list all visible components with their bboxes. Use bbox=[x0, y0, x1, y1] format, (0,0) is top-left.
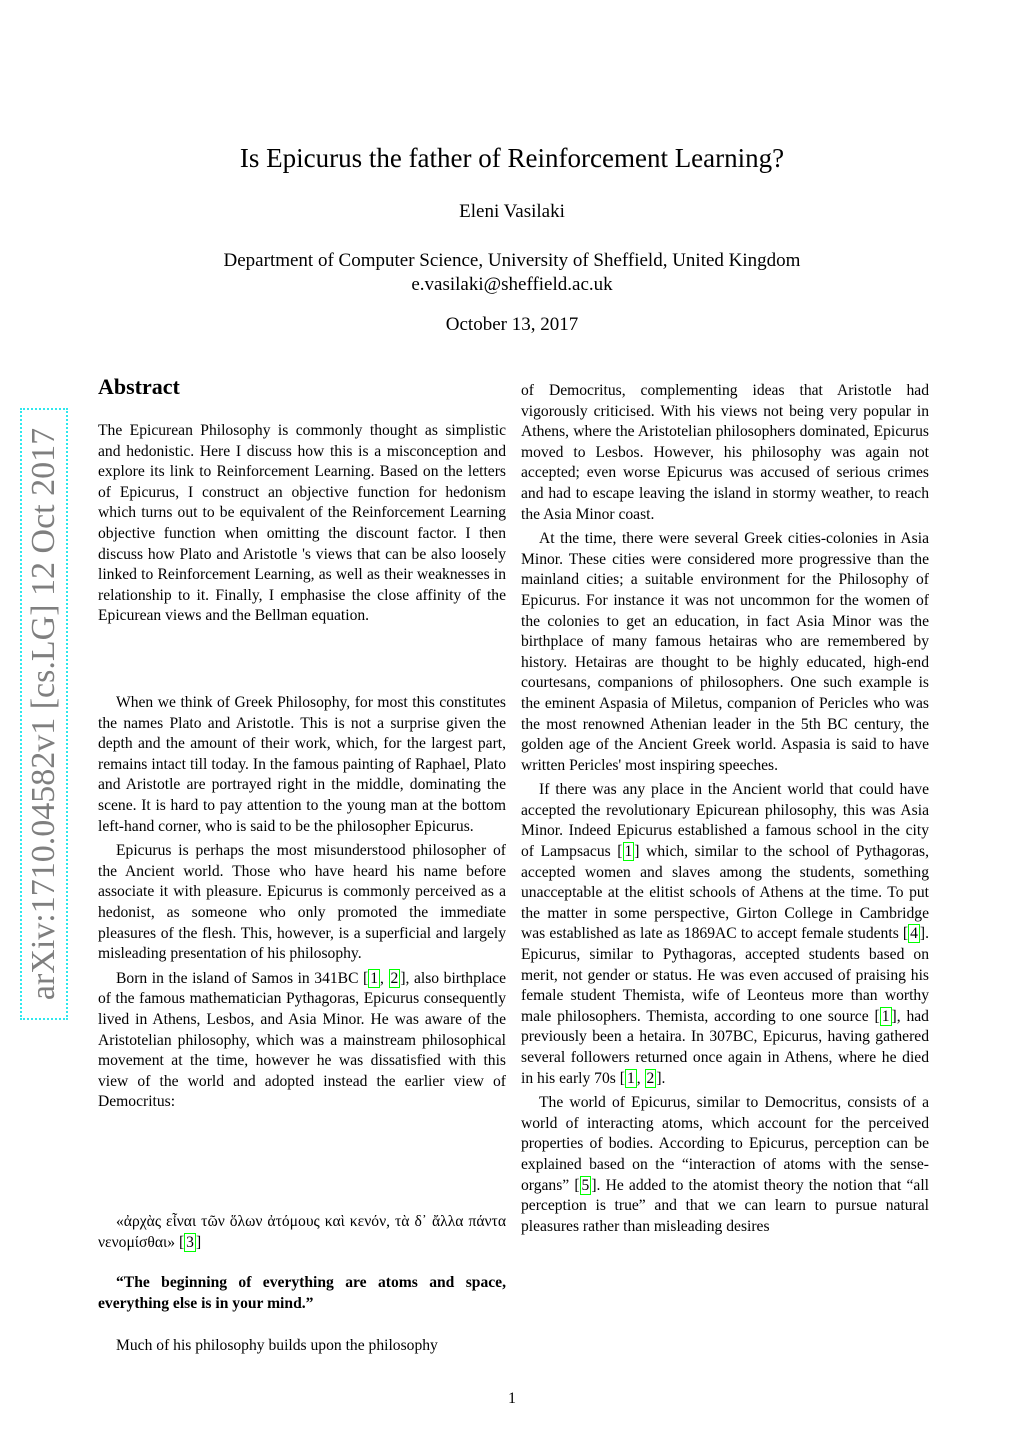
citation-link[interactable]: 1 bbox=[626, 1069, 635, 1087]
text-run: , bbox=[380, 969, 389, 987]
text-run: ] which, similar to the school of Pythagoras, accepted women and slaves among the students, something unacceptable at the elitist schools of Athens at the time. To put the matter in some perspective, Girton College in Cambridge was established as late as 1869AC to accept female students [ bbox=[521, 843, 929, 943]
english-translation-quote bbox=[98, 1273, 506, 1314]
left-column-last bbox=[98, 1336, 506, 1357]
body-paragraph: of Democritus, complementing ideas that Aristotle had vigorously criticised. With his views not being very popular in Athens, where the Aristotelian philosophers dominated, Epicurus moved to Lesbos. However, his philosophy was again not accepted; even worse Epicurus was accused of serious crimes and had to escape leaving the island in stormy weather, to reach the Asia Minor coast. bbox=[521, 382, 929, 523]
body-paragraph: When we think of Greek Philosophy, for most this constitutes the names Plato and Aristotle. This is not a surprise given the depth and the amount of their work, which, for the largest part, remains intact till today. In the famous painting of Raphael, Plato and Aristotle are portrayed right in the middle, dominating the scene. It is hard to pay attention to the young man at the bottom left-hand corner, who is said to be the philosopher Epicurus. bbox=[98, 694, 506, 835]
author-affiliation bbox=[0, 249, 1024, 297]
quote-text: “The beginning of everything are atoms and space, everything else is in your mind.” bbox=[98, 1274, 506, 1312]
body-paragraph bbox=[521, 780, 929, 1089]
body-paragraph bbox=[98, 969, 506, 1113]
citation-link[interactable]: 1 bbox=[370, 969, 379, 987]
citation-link[interactable]: 1 bbox=[881, 1007, 890, 1025]
citation-link[interactable]: 5 bbox=[581, 1176, 590, 1194]
body-paragraph: At the time, there were several Greek cities-colonies in Asia Minor. These cities were considered more progressive than the mainland cities; a suitable environment for the Philosophy of Epicurus. For instance it was not uncommon for the women of the colonies to get an education, in fact Asia Minor was the birthplace of many famous hetairas who are remembered by history. Hetairas are thought to be highly educated, high-end courtesans, companions of philosophers. One such example is the eminent Aspasia of Miletus, companion of Pericles who was the most renowned Athenian leader in the 5th BC century, the golden age of the Ancient Greek world. Aspasia is said to have written Pericles' most inspiring speeches. bbox=[521, 530, 929, 774]
left-column-body bbox=[98, 693, 506, 1113]
abstract-body bbox=[98, 421, 506, 627]
citation-link[interactable]: 1 bbox=[624, 843, 633, 861]
citation-link[interactable]: 2 bbox=[646, 1069, 655, 1087]
affiliation-text: Department of Computer Science, University of Sheffield, United Kingdom bbox=[223, 250, 801, 271]
paper-date: October 13, 2017 bbox=[445, 314, 579, 335]
author-name: Eleni Vasilaki bbox=[459, 201, 565, 222]
arxiv-identifier[interactable]: arXiv:1710.04582v1 [cs.LG] 12 Oct 2017 bbox=[25, 427, 62, 1001]
arxiv-stamp bbox=[20, 408, 68, 1020]
abstract-heading: Abstract bbox=[98, 374, 180, 399]
text-run: Born in the island of Samos in 341BC [ bbox=[116, 969, 369, 987]
greek-text: «ἀρχὰς εἶναι τῶν ὅλων ἀτόμους καὶ κενόν, τὰ δ᾽ ἄλλα πάντα νενομίσθαι» [ bbox=[98, 1213, 506, 1251]
citation-link[interactable]: 3 bbox=[186, 1233, 194, 1251]
greek-quotation bbox=[98, 1212, 506, 1253]
text-run: If there was any place in the Ancient world that could have accepted the revolutionary Epicurean philosophy, this was Asia Minor. Indeed Epicurus established a famous school in the city of Lampsacus [ bbox=[521, 781, 929, 861]
text-run: ]. bbox=[656, 1069, 666, 1087]
citation-link[interactable]: 2 bbox=[390, 969, 399, 987]
abstract-text: The Epicurean Philosophy is commonly thought as simplistic and hedonistic. Here I discuss how this is a misconception and explore its link to Reinforcement Learning. Based on the letters of Epicurus, I construct an objective function for hedonism which turns out to be equivalent of the Reinforcement Learning objective function when omitting the discount factor. I then discuss how Plato and Aristotle 's views that can be also loosely linked to Reinforcement Learning, as well as their weaknesses in relationship to it. Finally, I emphasise the close affinity of the Epicurean views and the Bellman equation. bbox=[98, 422, 506, 625]
paper-title: Is Epicurus the father of Reinforcement Learning? bbox=[239, 143, 785, 173]
author-email[interactable]: e.vasilaki@sheffield.ac.uk bbox=[411, 274, 613, 295]
body-paragraph bbox=[521, 1093, 929, 1237]
body-paragraph: Much of his philosophy builds upon the philosophy bbox=[116, 1337, 438, 1354]
text-run: The world of Epicurus, similar to Democritus, consists of a world of interacting atoms, which account for the perceived properties of bodies. According to Epicurus, perception can be explained based on the “interaction of atoms with the sense-organs” [ bbox=[521, 1094, 929, 1194]
body-paragraph: Epicurus is perhaps the most misunderstood philosopher of the Ancient world. Those who have heard his name before associate it with pleasure. Epicurus is commonly perceived as a hedonist, as someone who only promoted the immediate pleasures of the flesh. This, however, is a superficial and largely misleading presentation of his philosophy. bbox=[98, 842, 506, 963]
right-column-body bbox=[521, 381, 929, 1237]
citation-link[interactable]: 4 bbox=[910, 925, 918, 943]
text-run: ]. He added to the atomist theory the notion that “all perception is true” and that we can learn to pursue natural pleasures rather than misleading desires bbox=[521, 1176, 929, 1235]
text-run: ]. Epicurus, similar to Pythagoras, accepted students based on merit, not gender or status. He was even accused of praising his female student Themista, wife of Leonteus more than worthy male philosophers. Themista, according to one source [ bbox=[521, 925, 929, 1025]
text-run: ], had previously been a hetaira. In 307BC, Epicurus, having gathered several followers returned once again in Athens, where he died in his early 70s [ bbox=[521, 1007, 929, 1087]
text-run: , bbox=[636, 1069, 645, 1087]
text-run: ], also birthplace of the famous mathematician Pythagoras, Epicurus consequently lived in Athens, Lesbos, and Asia Minor. He was aware of the Aristotelian philosophy, which was a mainstream philosophical movement at the time, however he was dissatisfied with this view of the world and adopted instead the earlier view of Democritus: bbox=[98, 969, 506, 1111]
page-number: 1 bbox=[508, 1390, 516, 1407]
text-run: ] bbox=[195, 1233, 202, 1251]
